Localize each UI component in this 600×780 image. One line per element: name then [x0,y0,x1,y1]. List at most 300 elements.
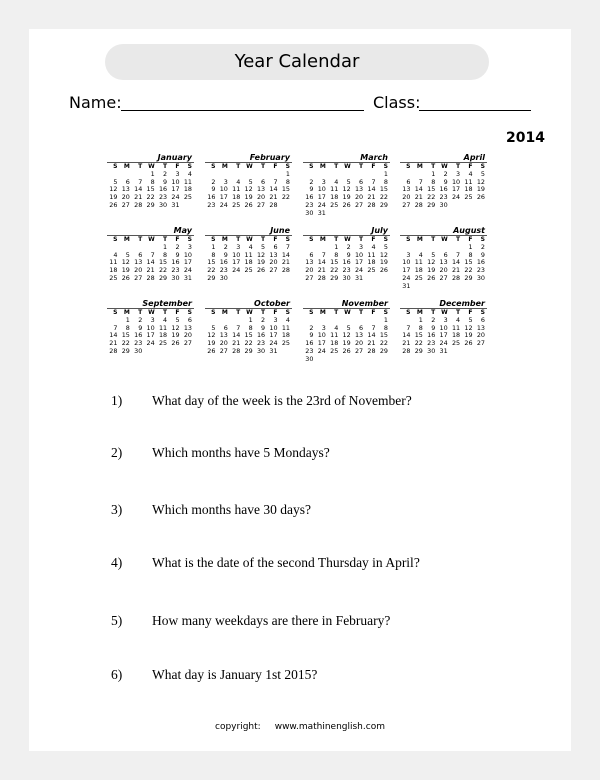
day-cell: 28 [402,346,411,355]
day-cell: 5 [125,250,130,259]
week-row [205,348,292,356]
question-number: 2) [111,445,123,460]
day-cell: 16 [342,258,351,267]
day-cell [378,356,390,364]
day-cell: 4 [456,316,461,324]
weekday-header-row [303,163,390,171]
day-cell: 2 [138,316,143,324]
day-cell: 11 [232,185,241,194]
day-cell: 7 [150,250,155,259]
day-cell: 25 [414,273,423,282]
day-cell: 4 [371,243,376,251]
day-cell: 15 [281,185,290,194]
day-cell: 3 [236,243,241,251]
day-cell: 1 [248,316,253,324]
day-cell: 21 [317,266,326,275]
day-cell: 26 [256,266,266,275]
day-cell: 22 [244,339,253,348]
weekday-header: M [123,236,130,244]
weekday-header: F [371,163,376,171]
day-cell: 5 [480,170,485,178]
week-row [400,283,487,291]
day-cell: 16 [427,331,436,340]
day-cell: 13 [134,258,143,267]
weekday-header: W [344,163,351,171]
weekday-header: T [236,163,241,171]
day-cell: 9 [138,323,143,332]
question-text: What day of the week is the 23rd of November? [152,393,412,408]
day-cell: 1 [383,170,388,178]
day-cell [378,210,390,218]
week-row [107,340,194,348]
day-cell: 13 [121,185,130,194]
day-cell: 25 [232,200,241,209]
day-cell: 30 [256,346,266,355]
week-row [400,348,487,356]
day-cell: 23 [134,339,143,348]
day-cell: 27 [354,346,364,355]
day-cell [230,275,242,283]
week-row [107,348,194,356]
month-name: April [400,153,487,163]
day-cell: 5 [113,177,118,186]
day-cell: 11 [464,177,473,186]
day-cell: 29 [379,346,388,355]
day-cell: 11 [109,258,118,267]
day-cell: 14 [269,185,278,194]
day-cell: 24 [219,200,228,209]
day-cell: 12 [464,323,473,332]
day-cell: 27 [402,200,411,209]
day-cell: 24 [451,193,461,202]
day-cell: 23 [171,266,180,275]
day-cell: 20 [354,193,364,202]
day-cell [144,348,156,356]
day-cell [475,202,487,210]
day-cell: 10 [317,185,326,194]
day-cell: 26 [109,200,118,209]
day-cell: 10 [354,250,364,259]
day-cell: 29 [464,273,473,282]
day-cell: 12 [379,250,388,259]
day-cell: 1 [418,316,423,324]
day-cell: 23 [158,193,168,202]
day-cell: 26 [207,346,216,355]
week-row [303,275,390,283]
weekday-header: T [456,163,461,171]
day-cell: 12 [342,185,351,194]
day-cell: 19 [256,258,266,267]
day-cell: 14 [134,185,143,194]
month-name: November [303,299,390,309]
day-cell: 22 [379,339,388,348]
question-number: 1) [111,393,123,408]
day-cell: 29 [207,273,216,282]
weekday-header-row [400,236,487,244]
weekday-header: F [273,163,278,171]
month-day-table [205,163,292,210]
day-cell: 7 [371,323,376,332]
day-cell: 9 [163,177,168,186]
day-cell: 14 [317,258,326,267]
question-text: What is the date of the second Thursday in April? [152,555,420,570]
day-cell: 21 [281,258,290,267]
day-cell: 6 [138,250,143,259]
month-calendar-november [303,299,390,363]
day-cell: 10 [219,185,228,194]
day-cell: 13 [305,258,314,267]
day-cell: 7 [406,323,411,332]
day-cell: 17 [232,258,241,267]
day-cell: 23 [342,266,351,275]
class-label: Class: [373,93,421,112]
day-cell [182,348,194,356]
day-cell: 7 [285,243,290,251]
week-row [107,202,194,210]
day-cell: 7 [321,250,326,259]
month-day-table [107,163,194,210]
day-cell: 28 [269,200,278,209]
day-cell: 3 [406,250,411,259]
weekday-header: S [113,163,118,171]
day-cell: 7 [138,177,143,186]
day-cell: 11 [330,185,339,194]
day-cell: 20 [121,193,130,202]
day-cell: 9 [223,250,228,259]
day-cell: 31 [439,346,448,355]
month-calendar-may [107,226,194,283]
day-cell: 10 [171,177,180,186]
name-blank-line[interactable] [121,110,364,111]
copyright-url: www.mathinenglish.com [274,722,385,732]
day-cell: 19 [464,331,473,340]
day-cell: 8 [431,177,436,186]
weekday-header: T [236,236,241,244]
day-cell: 15 [121,331,130,340]
day-cell: 19 [342,193,351,202]
day-cell: 2 [346,243,351,251]
day-cell: 27 [305,273,314,282]
weekday-header: F [468,163,473,171]
day-cell: 6 [261,177,266,186]
day-cell: 13 [183,323,192,332]
day-cell: 25 [330,200,339,209]
weekday-header: T [334,309,339,317]
weekday-header: F [273,236,278,244]
day-cell: 5 [431,250,436,259]
day-cell [328,210,340,218]
week-row [303,348,390,356]
day-cell: 8 [285,177,290,186]
month-name: June [205,226,292,236]
day-cell: 20 [402,193,411,202]
month-name: September [107,299,194,309]
day-cell: 1 [125,316,130,324]
day-cell: 3 [456,170,461,178]
day-cell: 19 [207,339,216,348]
weekday-header-row [303,309,390,317]
month-name: July [303,226,390,236]
day-cell [365,356,377,364]
month-calendar-march [303,153,390,217]
weekday-header: M [319,163,326,171]
day-cell [280,275,292,283]
week-row [303,356,390,364]
day-cell: 14 [414,185,423,194]
weekday-header: F [371,309,376,317]
day-cell: 23 [256,339,266,348]
day-cell: 13 [439,258,448,267]
day-cell: 2 [309,177,314,186]
day-cell: 17 [219,193,228,202]
question-number: 5) [111,613,123,628]
day-cell: 12 [121,258,130,267]
day-cell: 2 [175,243,180,251]
day-cell [475,283,487,291]
day-cell: 16 [439,185,448,194]
weekday-header: S [211,163,216,171]
day-cell: 17 [269,331,278,340]
day-cell: 25 [244,266,253,275]
weekday-header: T [431,163,436,171]
day-cell: 7 [113,323,118,332]
day-cell: 17 [171,185,180,194]
question-text: Which months have 5 Mondays? [152,445,330,460]
day-cell: 2 [223,243,228,251]
day-cell [315,356,327,364]
month-day-table [303,236,390,283]
day-cell: 8 [248,323,253,332]
day-cell [255,275,267,283]
day-cell [365,210,377,218]
class-blank-line[interactable] [419,110,531,111]
day-cell: 6 [359,323,364,332]
day-cell: 30 [219,273,228,282]
day-cell: 29 [158,273,168,282]
day-cell: 8 [150,177,155,186]
day-cell: 18 [281,331,290,340]
day-cell: 10 [146,323,155,332]
week-row [107,275,194,283]
week-row [205,275,292,283]
day-cell: 15 [427,185,436,194]
month-calendar-february [205,153,292,210]
day-cell: 4 [113,250,118,259]
weekday-header: W [148,236,155,244]
month-calendar-december [400,299,487,356]
day-cell [462,283,474,291]
day-cell [280,202,292,210]
day-cell: 26 [427,273,436,282]
month-day-table [107,309,194,356]
day-cell [267,275,279,283]
day-cell: 29 [146,200,155,209]
day-cell: 22 [281,193,290,202]
day-cell: 24 [439,339,448,348]
day-cell: 16 [219,258,228,267]
day-cell: 12 [171,323,180,332]
day-cell: 15 [464,258,473,267]
weekday-header: F [273,309,278,317]
month-calendar-june [205,226,292,283]
day-cell: 29 [414,346,423,355]
day-cell: 11 [414,258,423,267]
month-day-table [303,163,390,217]
weekday-header: S [309,309,314,317]
day-cell: 31 [183,273,192,282]
day-cell: 26 [476,193,485,202]
day-cell: 18 [158,331,168,340]
day-cell: 28 [414,200,423,209]
weekday-header: M [221,163,228,171]
week-row [400,202,487,210]
weekday-header: W [246,236,253,244]
day-cell: 15 [207,258,216,267]
weekday-header: T [431,236,436,244]
day-cell: 4 [334,177,339,186]
day-cell: 18 [367,258,376,267]
day-cell: 13 [354,331,364,340]
week-row [303,210,390,218]
weekday-header: M [416,163,423,171]
day-cell: 16 [256,331,266,340]
day-cell [340,356,352,364]
day-cell: 19 [476,185,485,194]
day-cell: 3 [150,316,155,324]
weekday-header: S [480,309,485,317]
month-calendar-january [107,153,194,210]
day-cell: 27 [183,339,192,348]
day-cell: 18 [183,185,192,194]
day-cell: 23 [427,339,436,348]
day-cell: 26 [342,346,351,355]
day-cell: 21 [109,339,118,348]
day-cell: 1 [431,170,436,178]
day-cell: 14 [451,258,461,267]
day-cell: 6 [223,323,228,332]
day-cell: 25 [109,273,118,282]
month-calendar-april [400,153,487,210]
day-cell: 14 [232,331,241,340]
day-cell: 27 [121,200,130,209]
month-name: February [205,153,292,163]
day-cell: 24 [269,339,278,348]
weekday-header: S [211,309,216,317]
weekday-header: M [221,309,228,317]
day-cell: 12 [256,250,266,259]
day-cell: 5 [261,243,266,251]
day-cell: 20 [219,339,228,348]
day-cell: 25 [451,339,461,348]
day-cell: 9 [211,185,216,194]
weekday-header: W [441,309,448,317]
day-cell: 10 [402,258,411,267]
day-cell: 30 [427,346,436,355]
weekday-header: S [480,163,485,171]
day-cell: 10 [317,331,326,340]
month-calendar-october [205,299,292,356]
weekday-header: F [175,163,180,171]
day-cell: 19 [171,331,180,340]
day-cell: 12 [109,185,118,194]
day-cell [328,356,340,364]
day-cell: 29 [121,346,130,355]
day-cell: 7 [273,177,278,186]
month-name: December [400,299,487,309]
weekday-header: T [138,163,143,171]
day-cell: 26 [379,266,388,275]
day-cell [365,275,377,283]
day-cell: 18 [244,258,253,267]
day-cell [340,210,352,218]
day-cell: 9 [443,177,448,186]
day-cell: 29 [427,200,436,209]
day-cell: 10 [232,250,241,259]
day-cell: 15 [330,258,339,267]
day-cell: 28 [317,273,326,282]
day-cell: 14 [281,250,290,259]
day-cell: 5 [383,243,388,251]
day-cell: 27 [476,339,485,348]
day-cell: 24 [402,273,411,282]
day-cell: 5 [248,177,253,186]
day-cell: 27 [354,200,364,209]
day-cell: 12 [476,177,485,186]
day-cell: 11 [367,250,376,259]
day-cell: 18 [109,266,118,275]
day-cell: 3 [273,316,278,324]
day-cell [157,348,169,356]
weekday-header: M [416,309,423,317]
weekday-header: M [123,163,130,171]
day-cell: 2 [309,323,314,332]
day-cell: 1 [163,243,168,251]
day-cell: 12 [427,258,436,267]
day-cell: 26 [342,200,351,209]
day-cell: 25 [330,346,339,355]
day-cell [169,348,181,356]
day-cell: 13 [354,185,364,194]
day-cell: 29 [379,200,388,209]
day-cell: 18 [451,331,461,340]
day-cell: 31 [269,346,278,355]
day-cell: 28 [367,346,376,355]
day-cell: 14 [146,258,155,267]
month-day-table [205,236,292,283]
weekday-header: T [138,309,143,317]
day-cell: 8 [468,250,473,259]
day-cell: 5 [211,323,216,332]
day-cell: 24 [317,200,326,209]
day-cell: 9 [480,250,485,259]
weekday-header: W [148,309,155,317]
day-cell: 20 [269,258,278,267]
day-cell: 17 [317,193,326,202]
day-cell: 22 [121,339,130,348]
day-cell: 26 [464,339,473,348]
day-cell: 10 [439,323,448,332]
day-cell: 21 [134,193,143,202]
day-cell: 21 [367,339,376,348]
day-cell: 24 [171,193,180,202]
day-cell: 4 [468,170,473,178]
day-cell: 4 [285,316,290,324]
day-cell: 21 [232,339,241,348]
day-cell: 8 [418,323,423,332]
day-cell: 22 [414,339,423,348]
day-cell: 8 [334,250,339,259]
day-cell: 15 [379,331,388,340]
